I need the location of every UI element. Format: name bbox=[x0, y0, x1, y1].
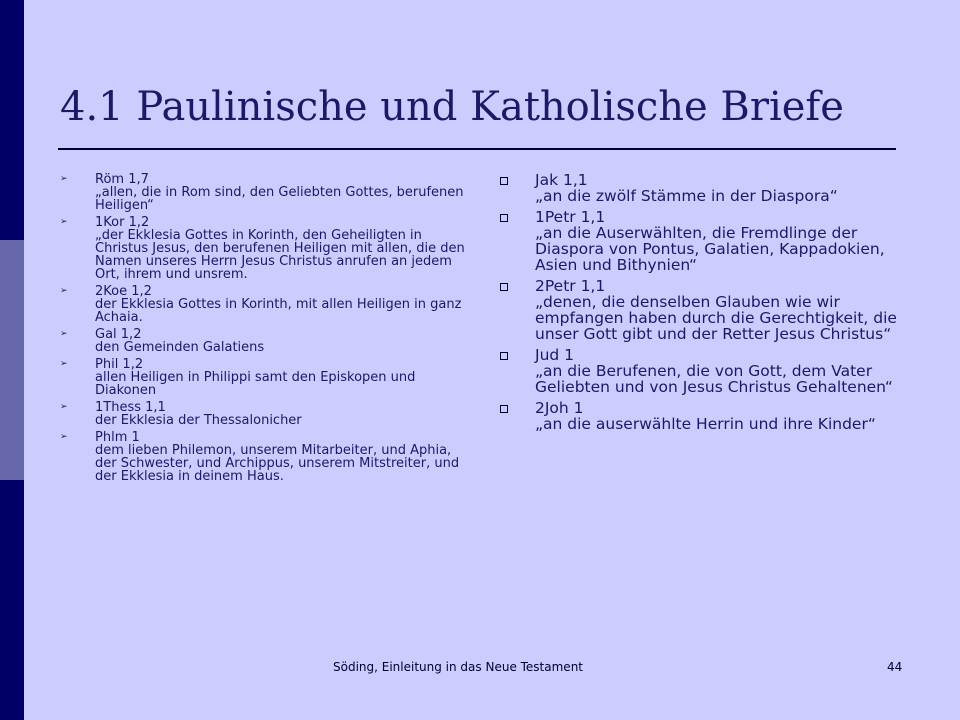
address-text: „der Ekklesia Gottes in Korinth, den Geheiligten in Christus Jesus, den berufenen Heiligen mit allen, die den Namen unseres Herrn Jesus Christus anrufen an jedem Ort, ihrem und unsrem. bbox=[95, 228, 465, 282]
list-item bbox=[58, 401, 473, 427]
address-text: allen Heiligen in Philippi samt den Episkopen und Diakonen bbox=[95, 370, 416, 398]
address-text: der Ekklesia Gottes in Korinth, mit allen Heiligen in ganz Achaia. bbox=[95, 297, 462, 325]
bible-reference: Gal 1,2 bbox=[95, 327, 142, 342]
list-item bbox=[496, 172, 911, 204]
right-column-list bbox=[496, 172, 911, 437]
address-text: „allen, die in Rom sind, den Geliebten Gottes, berufenen Heiligen“ bbox=[95, 185, 464, 213]
square-bullet-icon bbox=[500, 283, 508, 291]
list-item bbox=[58, 358, 473, 397]
list-item bbox=[496, 278, 911, 342]
bible-reference: 2Joh 1 bbox=[535, 399, 584, 417]
list-item bbox=[496, 400, 911, 432]
sidebar-bottom-stripe bbox=[0, 480, 24, 720]
bible-reference: Jud 1 bbox=[535, 346, 575, 364]
slide-footer: Söding, Einleitung in das Neue Testament bbox=[333, 660, 584, 674]
square-bullet-icon bbox=[500, 214, 508, 222]
address-text: „denen, die denselben Glauben wie wir empfangen haben durch die Gerechtigkeit, die unser Gott gibt und der Retter Jesus Christus“ bbox=[535, 293, 897, 343]
bible-reference: Jak 1,1 bbox=[535, 171, 588, 189]
bible-reference: Röm 1,7 bbox=[95, 172, 149, 187]
list-item bbox=[58, 285, 473, 324]
left-column-list bbox=[58, 173, 473, 487]
bible-reference: Phlm 1 bbox=[95, 430, 140, 445]
address-text: dem lieben Philemon, unserem Mitarbeiter, und Aphia, der Schwester, und Archippus, unserem Mitstreiter, und der Ekklesia in deinem Haus. bbox=[95, 443, 460, 484]
arrow-bullet-icon: ➢ bbox=[60, 286, 68, 296]
list-item bbox=[58, 173, 473, 212]
title-divider bbox=[58, 148, 896, 150]
bible-reference: 1Thess 1,1 bbox=[95, 400, 166, 415]
arrow-bullet-icon: ➢ bbox=[60, 217, 68, 227]
list-item bbox=[496, 347, 911, 395]
list-item bbox=[58, 431, 473, 483]
list-item bbox=[496, 209, 911, 273]
address-text: der Ekklesia der Thessalonicher bbox=[95, 413, 302, 428]
list-item bbox=[58, 216, 473, 281]
address-text: „an die Auserwählten, die Fremdlinge der Diaspora von Pontus, Galatien, Kappadokien, Asien und Bithynien“ bbox=[535, 224, 885, 274]
bible-reference: 1Petr 1,1 bbox=[535, 208, 606, 226]
square-bullet-icon bbox=[500, 352, 508, 360]
arrow-bullet-icon: ➢ bbox=[60, 432, 68, 442]
address-text: „an die Berufenen, die von Gott, dem Vater Geliebten und von Jesus Christus Gehaltenen“ bbox=[535, 362, 893, 396]
sidebar-top-stripe bbox=[0, 0, 24, 240]
address-text: „an die auserwählte Herrin und ihre Kinder“ bbox=[535, 415, 876, 433]
bible-reference: Phil 1,2 bbox=[95, 357, 144, 372]
bible-reference: 2Koe 1,2 bbox=[95, 284, 152, 299]
arrow-bullet-icon: ➢ bbox=[60, 174, 68, 184]
list-item bbox=[58, 328, 473, 354]
square-bullet-icon bbox=[500, 405, 508, 413]
arrow-bullet-icon: ➢ bbox=[60, 402, 68, 412]
arrow-bullet-icon: ➢ bbox=[60, 329, 68, 339]
bible-reference: 1Kor 1,2 bbox=[95, 215, 150, 230]
arrow-bullet-icon: ➢ bbox=[60, 359, 68, 369]
sidebar-middle-stripe bbox=[0, 240, 24, 480]
address-text: den Gemeinden Galatiens bbox=[95, 340, 265, 355]
page-number: 44 bbox=[887, 660, 903, 674]
slide-title: 4.1 Paulinische und Katholische Briefe bbox=[60, 84, 844, 130]
address-text: „an die zwölf Stämme in der Diaspora“ bbox=[535, 187, 838, 205]
square-bullet-icon bbox=[500, 177, 508, 185]
bible-reference: 2Petr 1,1 bbox=[535, 277, 606, 295]
